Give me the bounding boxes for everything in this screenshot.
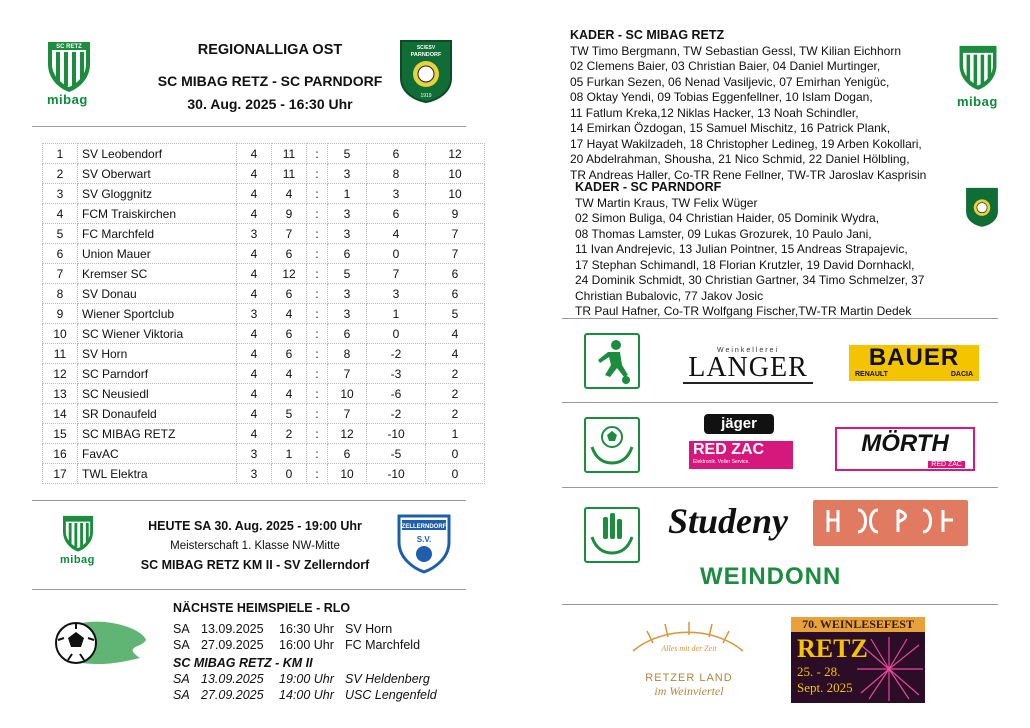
squad-line: 24 Dominik Schmidt, 30 Christian Gartner, 34 Timo Schmelzer, 37 bbox=[575, 273, 925, 287]
svg-text:ZELLERNDORF: ZELLERNDORF bbox=[401, 524, 447, 530]
goal-separator: : bbox=[307, 184, 328, 204]
standings-pts: 0 bbox=[426, 444, 485, 464]
squad-line: 02 Clemens Baier, 03 Christian Baier, 04 Daniel Murtinger, bbox=[570, 59, 881, 73]
next-games-title: NÄCHSTE HEIMSPIELE - RLO bbox=[173, 601, 351, 615]
standings-pos: 11 bbox=[43, 344, 78, 364]
standings-gf: 2 bbox=[272, 424, 307, 444]
standings-team: SV Oberwart bbox=[78, 164, 237, 184]
game-opp: SV Heldenberg bbox=[345, 672, 430, 686]
standings-gp: 4 bbox=[237, 404, 272, 424]
standings-diff: 7 bbox=[367, 264, 426, 284]
svg-text:Alles mit der Zeit: Alles mit der Zeit bbox=[661, 644, 717, 653]
game-day: SA bbox=[173, 672, 190, 686]
redzac-logo: RED ZAC Elektronik. Voller Service. bbox=[689, 441, 793, 469]
goal-separator: : bbox=[307, 204, 328, 224]
standings-gf: 5 bbox=[272, 404, 307, 424]
game-opp: SV Horn bbox=[345, 622, 393, 636]
standings-row bbox=[43, 264, 485, 284]
squad-line: 17 Hayat Wakilzadeh, 18 Christopher Ledineg, 19 Arben Kokollari, bbox=[570, 136, 922, 151]
match-title: SC MIBAG RETZ - SC PARNDORF bbox=[157, 73, 383, 89]
standings-diff: -5 bbox=[367, 444, 426, 464]
standings-gp: 4 bbox=[237, 144, 272, 164]
goal-separator: : bbox=[307, 464, 328, 484]
standings-gf: 4 bbox=[272, 184, 307, 204]
standings-row bbox=[43, 164, 485, 184]
goal-separator: : bbox=[307, 324, 328, 344]
goal-separator: : bbox=[307, 404, 328, 424]
standings-ga: 10 bbox=[328, 384, 367, 404]
standings-team: SV Gloggnitz bbox=[78, 184, 237, 204]
squad-parndorf bbox=[575, 180, 965, 320]
squad-line: 17 Stephan Schimandl, 18 Florian Krutzler, 19 David Dornhackl, bbox=[575, 257, 915, 272]
standings-pts: 5 bbox=[426, 304, 485, 324]
standings-team: Union Mauer bbox=[78, 244, 237, 264]
weindonn-logo: WEINDONN bbox=[700, 563, 842, 590]
standings-ga: 8 bbox=[328, 344, 367, 364]
standings-diff: -10 bbox=[367, 464, 426, 484]
standings-diff: 6 bbox=[367, 144, 426, 164]
standings-pos: 2 bbox=[43, 164, 78, 184]
standings-row bbox=[43, 444, 485, 464]
standings-pos: 17 bbox=[43, 464, 78, 484]
standings-diff: -10 bbox=[367, 424, 426, 444]
standings-team: SR Donaufeld bbox=[78, 404, 237, 424]
standings-ga: 5 bbox=[328, 264, 367, 284]
standings-gp: 4 bbox=[237, 324, 272, 344]
svg-text:PARNDORF: PARNDORF bbox=[410, 52, 442, 58]
standings-pos: 1 bbox=[43, 144, 78, 164]
standings-gp: 4 bbox=[237, 164, 272, 184]
sc-retz-crest-right bbox=[956, 42, 1000, 92]
game-date: 27.09.2025 bbox=[201, 638, 264, 652]
mibag-logo-small: mibag bbox=[60, 554, 95, 566]
moerth-logo: MÖRTH RED ZAC bbox=[835, 427, 975, 471]
standings-row bbox=[43, 304, 485, 324]
reserve-league: Meisterschaft 1. Klasse NW-Mitte bbox=[170, 540, 340, 552]
standings-pts: 12 bbox=[426, 144, 485, 164]
game-date: 13.09.2025 bbox=[201, 622, 264, 636]
standings-pts: 2 bbox=[426, 404, 485, 424]
svg-text:SC/ESV: SC/ESV bbox=[416, 45, 436, 51]
standings-team: FC Marchfeld bbox=[78, 224, 237, 244]
squad-line: TR Andreas Haller, Co-TR Rene Fellner, TW-TR Jaroslav Kasprisin bbox=[570, 167, 927, 182]
standings-diff: -2 bbox=[367, 404, 426, 424]
goal-separator: : bbox=[307, 244, 328, 264]
standings-gp: 4 bbox=[237, 384, 272, 404]
goal-separator: : bbox=[307, 444, 328, 464]
standings-pts: 2 bbox=[426, 364, 485, 384]
standings-row bbox=[43, 324, 485, 344]
standings-gp: 4 bbox=[237, 264, 272, 284]
standings-gp: 4 bbox=[237, 184, 272, 204]
standings-team: SC Wiener Viktoria bbox=[78, 324, 237, 344]
standings-diff: 0 bbox=[367, 244, 426, 264]
squad-line: 11 Ivan Andrejevic, 13 Julian Pointner, 15 Andreas Strapajevic, bbox=[575, 242, 908, 256]
standings-gf: 12 bbox=[272, 264, 307, 284]
bottles-sponsor-icon bbox=[584, 507, 640, 563]
goal-separator: : bbox=[307, 264, 328, 284]
standings-ga: 3 bbox=[328, 204, 367, 224]
standings-gf: 6 bbox=[272, 244, 307, 264]
goal-separator: : bbox=[307, 384, 328, 404]
game-date: 27.09.2025 bbox=[201, 688, 264, 702]
standings-pts: 10 bbox=[426, 184, 485, 204]
standings-ga: 3 bbox=[328, 224, 367, 244]
standings-gf: 6 bbox=[272, 324, 307, 344]
standings-row bbox=[43, 424, 485, 444]
standings-team: SV Horn bbox=[78, 344, 237, 364]
standings-team: SC Parndorf bbox=[78, 364, 237, 384]
standings-diff: -6 bbox=[367, 384, 426, 404]
standings-row bbox=[43, 224, 485, 244]
jaeger-logo: jäger bbox=[704, 414, 774, 434]
standings-gp: 3 bbox=[237, 304, 272, 324]
standings-ga: 3 bbox=[328, 164, 367, 184]
zellerndorf-crest bbox=[395, 512, 453, 574]
bauer-logo: BAUER RENAULT DACIA bbox=[849, 345, 979, 381]
standings-ga: 6 bbox=[328, 244, 367, 264]
standings-table bbox=[42, 143, 485, 484]
standings-team: TWL Elektra bbox=[78, 464, 237, 484]
goal-separator: : bbox=[307, 144, 328, 164]
standings-diff: 6 bbox=[367, 204, 426, 224]
standings-gf: 6 bbox=[272, 284, 307, 304]
standings-pos: 7 bbox=[43, 264, 78, 284]
game-row bbox=[173, 687, 465, 703]
standings-ga: 12 bbox=[328, 424, 367, 444]
squad-line: 20 Abdelrahman, Shousha, 21 Nico Schmid, 22 Daniel Hölbling, bbox=[570, 152, 910, 166]
standings-pos: 12 bbox=[43, 364, 78, 384]
standings-gp: 4 bbox=[237, 424, 272, 444]
squad-line: 08 Thomas Lamster, 09 Lukas Grozurek, 10 Paulo Jani, bbox=[575, 226, 872, 241]
standings-team: FavAC bbox=[78, 444, 237, 464]
standings-row bbox=[43, 244, 485, 264]
standings-diff: 0 bbox=[367, 324, 426, 344]
standings-team: SV Leobendorf bbox=[78, 144, 237, 164]
squad-line: 02 Simon Buliga, 04 Christian Haider, 05 Dominik Wydra, bbox=[575, 211, 880, 225]
standings-row bbox=[43, 184, 485, 204]
standings-pts: 7 bbox=[426, 224, 485, 244]
next-games-km2 bbox=[173, 671, 465, 703]
standings-row bbox=[43, 464, 485, 484]
standings-pos: 14 bbox=[43, 404, 78, 424]
game-row bbox=[173, 621, 465, 637]
sc-retz-crest-small bbox=[60, 513, 96, 553]
standings-ga: 1 bbox=[328, 184, 367, 204]
squad-line: 11 Fatlum Kreka,12 Niklas Hacker, 13 Noah Schindler, bbox=[570, 105, 859, 120]
km2-title: SC MIBAG RETZ - KM II bbox=[173, 656, 313, 670]
sc-retz-crest bbox=[44, 38, 94, 94]
standings-ga: 6 bbox=[328, 324, 367, 344]
standings-pts: 10 bbox=[426, 164, 485, 184]
standings-row bbox=[43, 284, 485, 304]
standings-ga: 3 bbox=[328, 284, 367, 304]
squad-line: 08 Oktay Yendi, 09 Tobias Eggenfellner, 10 Islam Dogan, bbox=[570, 90, 873, 104]
standings-pos: 10 bbox=[43, 324, 78, 344]
standings-ga: 7 bbox=[328, 404, 367, 424]
squad-retz bbox=[570, 28, 950, 183]
squad-line: 14 Emirkan Özdogan, 15 Samuel Mischitz, 16 Patrick Plank, bbox=[570, 121, 891, 135]
svg-text:SC RETZ: SC RETZ bbox=[56, 44, 82, 50]
game-time: 16:00 Uhr bbox=[279, 638, 334, 652]
weingut-pink-logo bbox=[813, 500, 968, 546]
standings-row bbox=[43, 204, 485, 224]
retzer-land-logo: Alles mit der Zeit RETZER LAND im Weinviertel bbox=[623, 621, 755, 701]
standings-row bbox=[43, 404, 485, 424]
game-date: 13.09.2025 bbox=[201, 672, 264, 686]
standings-gf: 7 bbox=[272, 224, 307, 244]
reserve-datetime: HEUTE SA 30. Aug. 2025 - 19:00 Uhr bbox=[148, 519, 362, 533]
standings-gf: 4 bbox=[272, 364, 307, 384]
football-splash-icon bbox=[52, 618, 148, 668]
standings-gp: 3 bbox=[237, 444, 272, 464]
mibag-logo: mibag bbox=[47, 92, 88, 107]
goal-separator: : bbox=[307, 344, 328, 364]
sport-sponsor-icon bbox=[584, 333, 640, 389]
standings-row bbox=[43, 344, 485, 364]
game-day: SA bbox=[173, 638, 190, 652]
parndorf-crest bbox=[398, 38, 454, 104]
squad-line: TW Timo Bergmann, TW Sebastian Gessl, TW Kilian Eichhorn bbox=[570, 43, 902, 58]
standings-pos: 16 bbox=[43, 444, 78, 464]
hands-ball-sponsor-icon bbox=[584, 417, 640, 473]
standings-team: Wiener Sportclub bbox=[78, 304, 237, 324]
standings-team: FCM Traiskirchen bbox=[78, 204, 237, 224]
standings-pts: 4 bbox=[426, 324, 485, 344]
game-row bbox=[173, 671, 465, 687]
standings-ga: 5 bbox=[328, 144, 367, 164]
goal-separator: : bbox=[307, 364, 328, 384]
next-games-rlo bbox=[173, 621, 465, 653]
squad-parndorf-title: KADER - SC PARNDORF bbox=[575, 180, 722, 194]
squad-retz-title: KADER - SC MIBAG RETZ bbox=[570, 28, 725, 42]
standings-diff: 3 bbox=[367, 184, 426, 204]
match-datetime: 30. Aug. 2025 - 16:30 Uhr bbox=[187, 96, 353, 112]
standings-pts: 6 bbox=[426, 264, 485, 284]
standings-ga: 7 bbox=[328, 364, 367, 384]
standings-gp: 4 bbox=[237, 284, 272, 304]
standings-ga: 6 bbox=[328, 444, 367, 464]
standings-diff: -3 bbox=[367, 364, 426, 384]
standings-gf: 11 bbox=[272, 144, 307, 164]
standings-pts: 6 bbox=[426, 284, 485, 304]
svg-text:S.V.: S.V. bbox=[416, 535, 432, 544]
standings-pts: 1 bbox=[426, 424, 485, 444]
weinlesefest-poster: 70. WEINLESEFEST RETZ 25. - 28. Sept. 2025 bbox=[791, 617, 925, 703]
standings-pts: 7 bbox=[426, 244, 485, 264]
standings-gf: 0 bbox=[272, 464, 307, 484]
studeny-logo: Studeny bbox=[668, 501, 789, 541]
standings-gf: 11 bbox=[272, 164, 307, 184]
game-row bbox=[173, 637, 465, 653]
standings-pos: 9 bbox=[43, 304, 78, 324]
standings-gf: 4 bbox=[272, 384, 307, 404]
standings-row bbox=[43, 144, 485, 164]
reserve-match: SC MIBAG RETZ KM II - SV Zellerndorf bbox=[140, 558, 370, 572]
squad-line: TR Paul Hafner, Co-TR Wolfgang Fischer,TW-TR Martin Dedek bbox=[575, 304, 912, 318]
standings-team: Kremser SC bbox=[78, 264, 237, 284]
standings-row bbox=[43, 384, 485, 404]
standings-gp: 4 bbox=[237, 344, 272, 364]
game-opp: FC Marchfeld bbox=[345, 638, 421, 652]
standings-team: SC Neusiedl bbox=[78, 384, 237, 404]
game-time: 16:30 Uhr bbox=[279, 622, 334, 636]
standings-gp: 3 bbox=[237, 224, 272, 244]
standings-ga: 10 bbox=[328, 464, 367, 484]
league-title: REGIONALLIGA OST bbox=[197, 42, 343, 58]
standings-gp: 4 bbox=[237, 204, 272, 224]
standings-pos: 15 bbox=[43, 424, 78, 444]
game-time: 19:00 Uhr bbox=[279, 672, 334, 686]
standings-diff: -2 bbox=[367, 344, 426, 364]
standings-team: SC MIBAG RETZ bbox=[78, 424, 237, 444]
standings-pts: 2 bbox=[426, 384, 485, 404]
mibag-logo-right: mibag bbox=[957, 94, 998, 109]
goal-separator: : bbox=[307, 284, 328, 304]
parndorf-crest-right bbox=[964, 186, 1000, 228]
standings-diff: 8 bbox=[367, 164, 426, 184]
standings-gf: 4 bbox=[272, 304, 307, 324]
standings-diff: 1 bbox=[367, 304, 426, 324]
standings-gf: 9 bbox=[272, 204, 307, 224]
standings-team: SV Donau bbox=[78, 284, 237, 304]
squad-line: Christian Bubalovic, 77 Jakov Josic bbox=[575, 288, 764, 303]
standings-pos: 6 bbox=[43, 244, 78, 264]
standings-gf: 1 bbox=[272, 444, 307, 464]
standings-diff: 4 bbox=[367, 224, 426, 244]
standings-pts: 4 bbox=[426, 344, 485, 364]
squad-line: TW Martin Kraus, TW Felix Wüger bbox=[575, 195, 758, 210]
standings-ga: 3 bbox=[328, 304, 367, 324]
standings-pos: 5 bbox=[43, 224, 78, 244]
standings-pos: 8 bbox=[43, 284, 78, 304]
goal-separator: : bbox=[307, 304, 328, 324]
game-day: SA bbox=[173, 622, 190, 636]
goal-separator: : bbox=[307, 424, 328, 444]
standings-diff: 3 bbox=[367, 284, 426, 304]
langer-logo: Weinkellerei LANGER bbox=[683, 347, 813, 384]
standings-pos: 3 bbox=[43, 184, 78, 204]
game-time: 14:00 Uhr bbox=[279, 688, 334, 702]
standings-gp: 3 bbox=[237, 464, 272, 484]
standings-gp: 4 bbox=[237, 244, 272, 264]
goal-separator: : bbox=[307, 224, 328, 244]
standings-row bbox=[43, 364, 485, 384]
standings-gp: 4 bbox=[237, 364, 272, 384]
game-day: SA bbox=[173, 688, 190, 702]
squad-line: 05 Furkan Sezen, 06 Nenad Vasiljevic, 07 Emirhan Yenigüc, bbox=[570, 74, 890, 89]
standings-gf: 6 bbox=[272, 344, 307, 364]
standings-pos: 13 bbox=[43, 384, 78, 404]
standings-pts: 0 bbox=[426, 464, 485, 484]
svg-text:1919: 1919 bbox=[420, 93, 432, 99]
standings-pos: 4 bbox=[43, 204, 78, 224]
goal-separator: : bbox=[307, 164, 328, 184]
standings-pts: 9 bbox=[426, 204, 485, 224]
game-opp: USC Lengenfeld bbox=[345, 688, 437, 702]
